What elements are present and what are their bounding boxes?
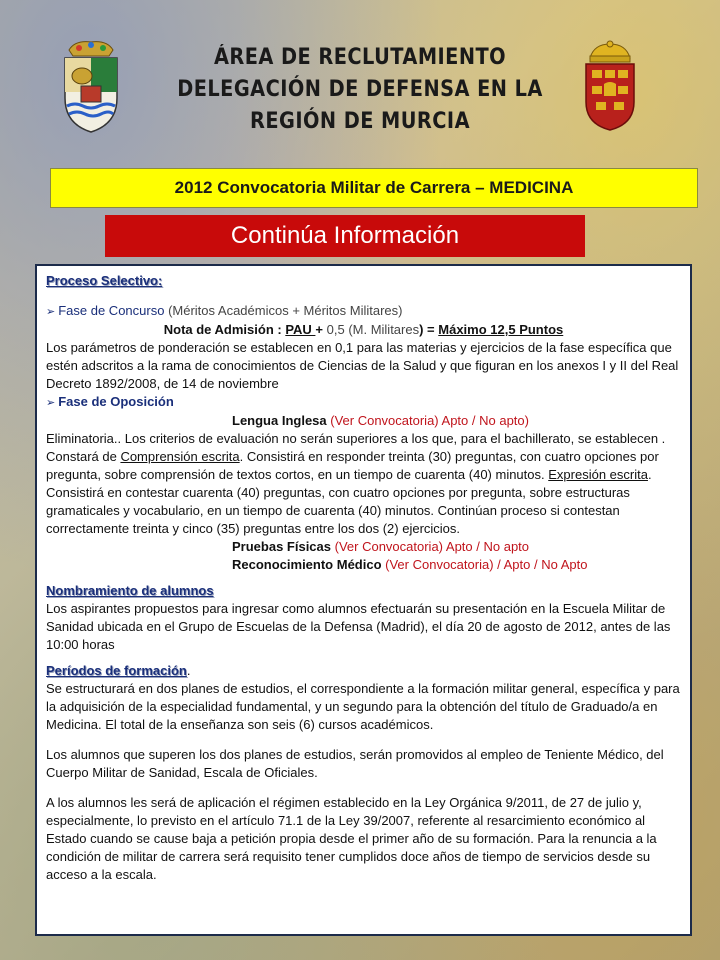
convocatoria-banner [50, 168, 698, 208]
proceso-selectivo-title: Proceso Selectivo: [46, 273, 163, 288]
fase-concurso-bullet [46, 302, 681, 321]
content-panel [35, 264, 692, 936]
fase-concurso-detail: (Méritos Académicos + Méritos Militares) [164, 303, 403, 318]
periodos-text-2: Los alumnos que superen los dos planes de estudios, serán promovidos al empleo de Teniente Médico, del Cuerpo Militar de Sanidad, Escala de Oficiales. [46, 747, 664, 780]
fase-oposicion-label: Fase de Oposición [58, 394, 174, 409]
pruebas-fisicas-line: Pruebas Físicas (Ver Convocatoria) Apto / No apto [232, 539, 530, 554]
periodos-text-1: Se estructurará en dos planes de estudios, el correspondiente a la formación militar general, específica y para la adquisición de la especialidad fundamental, y un segundo para la obtención del título de Graduado/a en Medicina. El total de la enseñanza son seis (6) cursos académicos. [46, 681, 680, 732]
ver-convocatoria-link[interactable]: (Ver Convocatoria) / Apto / No Apto [385, 557, 588, 572]
murcia-coat-of-arms-icon [580, 40, 640, 132]
header-line-2: DELEGACIÓN DE DEFENSA EN LA [177, 77, 543, 102]
banner-text: 2012 Convocatoria Militar de Carrera – MEDICINA [174, 178, 574, 197]
lengua-inglesa-line: Lengua Inglesa (Ver Convocatoria) Apto / No apto) [232, 413, 529, 428]
nota-admision: Nota de Admisión : PAU + 0,5 (M. Militares) = Máximo 12,5 Puntos [163, 322, 564, 337]
fase-concurso-label: Fase de Concurso [58, 303, 165, 318]
ver-convocatoria-link[interactable]: (Ver Convocatoria) Apto / No apto [334, 539, 530, 554]
periodos-text-3: A los alumnos les será de aplicación el régimen establecido en la Ley Orgánica 9/2011, de 27 de julio y, especialmente, lo previsto en el artículo 71.1 de la Ley 39/2007, referente al resarcimiento económico al Estado cuando se cause baja a petición propia desde el primer año de su formación. Para la renuncia a la condición de militar de carrera será requisito tener cumplidos doce años de tiempo de servicios desde su acceso a la escala. [46, 795, 657, 882]
periodos-heading: Períodos de formación. [46, 663, 191, 678]
nombramiento-text: Los aspirantes propuestos para ingresar como alumnos efectuarán su presentación en la Escuela Militar de Sanidad ubicada en el Grupo de Escuelas de la Defensa (Madrid), el día 20 de agosto de 2012, antes de las 10:00 horas [46, 601, 671, 652]
eliminatoria-text: Eliminatoria.. Los criterios de evaluación no serán superiores a los que, para el bachillerato, se establecen . Constará de Comprensión escrita. Consistirá en responder treinta (30) preguntas, con cuatro opciones por pregunta, sobre comprensión de textos cortos, en un tiempo de cuarenta (40) minutos. Expresión escrita. Consistirá en contestar cuarenta (40) preguntas, con cuatro opciones por pregunta, sobre estructuras gramaticales y vocabulario, en un tiempo de cuarenta (40) minutos. Continúan proceso si contestan correctamente treinta y cinco (35) preguntas entre los dos (2) ejercicios. [46, 431, 666, 536]
parametros-text: Los parámetros de ponderación se establecen en 0,1 para las materias y ejercicios de la fase específica que estén adscritos a la rama de conocimientos de Ciencias de la Salud y que figuran en los anexos I y II del Real Decreto 1892/2008, de 14 de noviembre [46, 340, 679, 391]
maximo-puntos: Máximo 12,5 Puntos [438, 322, 564, 337]
periodos-title: Períodos de formación [46, 663, 187, 678]
header-title [175, 42, 545, 138]
municipal-coat-of-arms-icon [55, 40, 127, 134]
fase-oposicion-bullet [46, 393, 681, 412]
ver-convocatoria-link[interactable]: (Ver Convocatoria) Apto / No apto) [330, 413, 529, 428]
arrow-bullet-icon: ➢ [46, 397, 56, 409]
reconocimiento-medico-line: Reconocimiento Médico (Ver Convocatoria) / Apto / No Apto [232, 557, 588, 572]
continua-text: Continúa Información [230, 222, 460, 249]
arrow-bullet-icon: ➢ [46, 306, 56, 318]
pau-label: PAU [285, 322, 316, 337]
header-line-3: REGIÓN DE MURCIA [250, 109, 470, 134]
continua-informacion-title [105, 215, 585, 257]
header-line-1: ÁREA DE RECLUTAMIENTO [213, 45, 507, 70]
nombramiento-title: Nombramiento de alumnos [46, 583, 214, 598]
